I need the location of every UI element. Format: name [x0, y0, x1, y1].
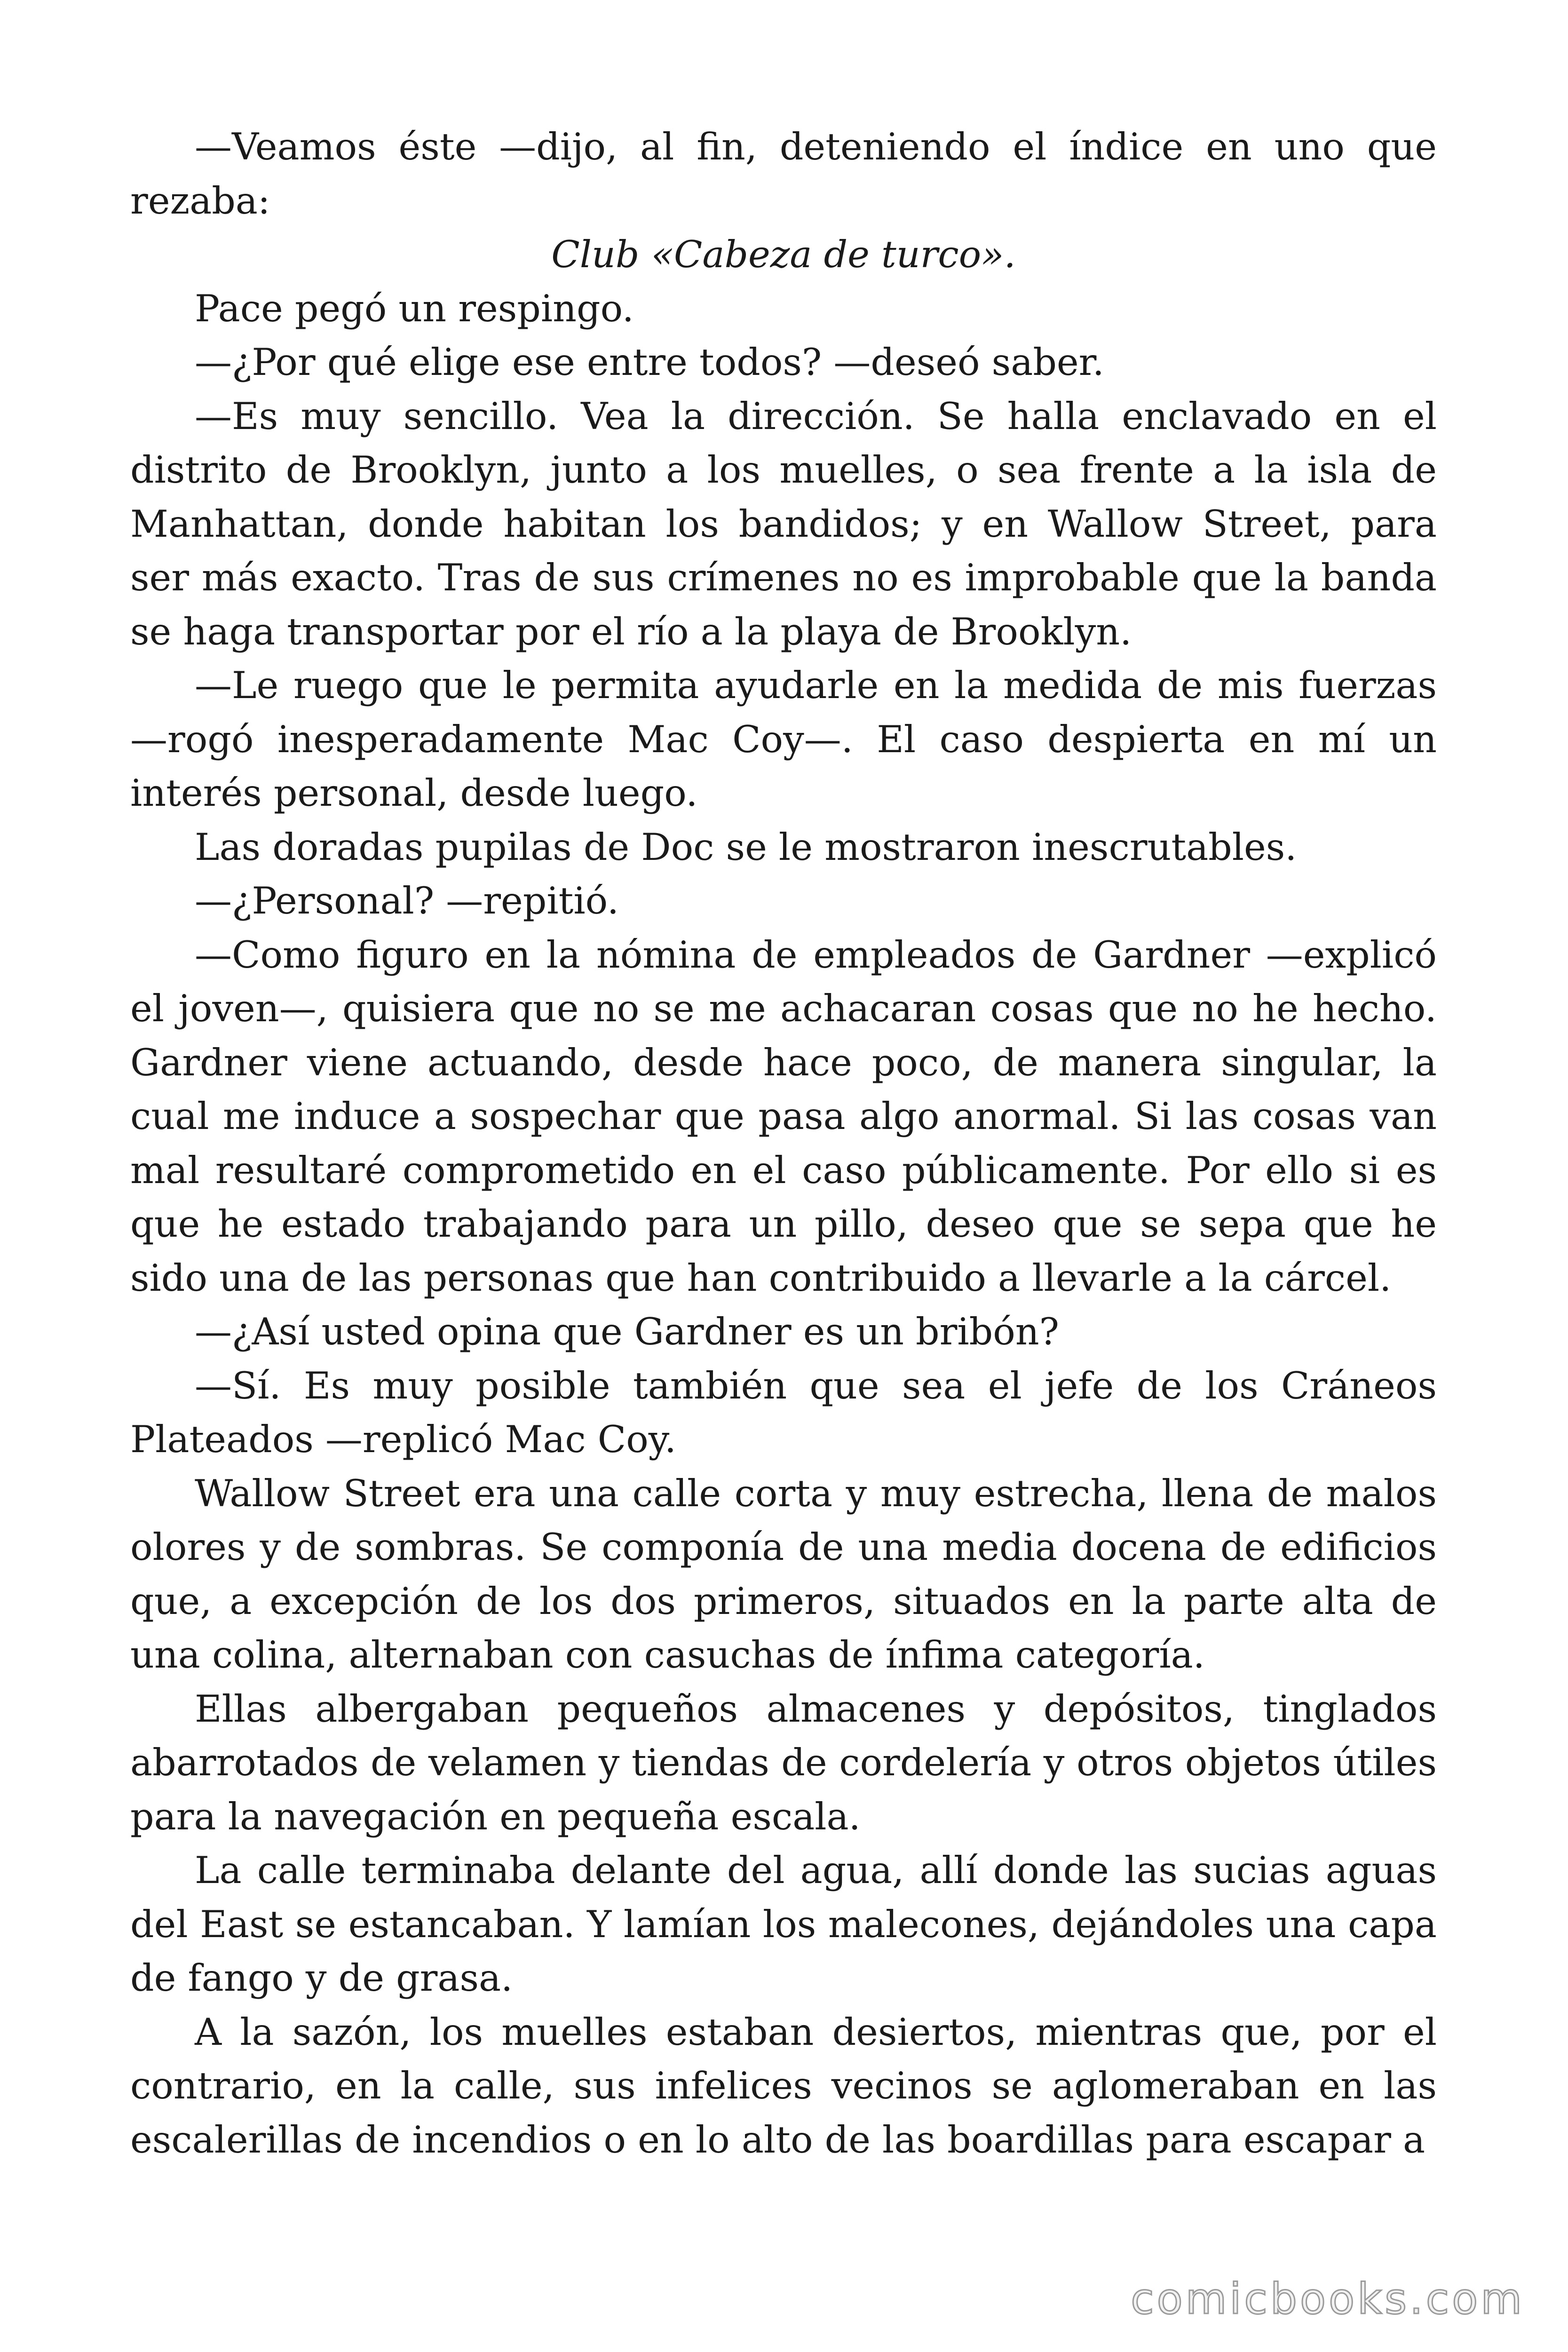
- paragraph-3: Pace pegó un respingo.: [195, 286, 634, 330]
- paragraph-1: —Veamos éste —dijo, al fin, deteniendo el índice en uno que rezaba:: [130, 125, 1437, 222]
- club-name-line: Club «Cabeza de turco».: [551, 233, 1016, 276]
- paragraph-12: Wallow Street era una calle corta y muy estrecha, llena de malos olores y de sombras. Se componía de una media docena de edificios que, a excepción de los dos primeros, situados en la parte alta de una colina, alternaban con casuchas de ínfima categoría.: [130, 1471, 1437, 1677]
- paragraph-11: —Sí. Es muy posible también que sea el jefe de los Cráneos Plateados —replicó Mac Coy.: [130, 1364, 1437, 1461]
- watermark-logo: comicbooks.com: [1131, 2274, 1525, 2324]
- paragraph-4: —¿Por qué elige ese entre todos? —deseó saber.: [195, 341, 1104, 384]
- paragraph-14: La calle terminaba delante del agua, allí donde las sucias aguas del East se estancaban. Y lamían los malecones, dejándoles una capa de fango y de grasa.: [130, 1849, 1437, 2000]
- page-body: [130, 120, 1437, 2167]
- paragraph-8: —¿Personal? —repitió.: [195, 879, 619, 922]
- paragraph-15: A la sazón, los muelles estaban desiertos, mientras que, por el contrario, en la calle, sus infelices vecinos se aglomeraban en las escalerillas de incendios o en lo alto de las boardillas para escapar a: [130, 2010, 1437, 2161]
- paragraph-5: —Es muy sencillo. Vea la dirección. Se halla enclavado en el distrito de Brooklyn, junto a los muelles, o sea frente a la isla de Manhattan, donde habitan los bandidos; y en Wallow Street, para ser más exacto. Tras de sus crímenes no es improbable que la banda se haga transportar por el río a la playa de Brooklyn.: [130, 394, 1437, 653]
- paragraph-7: Las doradas pupilas de Doc se le mostraron inescrutables.: [195, 825, 1297, 869]
- paragraph-13: Ellas albergaban pequeños almacenes y depósitos, tinglados abarrotados de velamen y tiendas de cordelería y otros objetos útiles para la navegación en pequeña escala.: [130, 1687, 1437, 1838]
- paragraph-9: —Como figuro en la nómina de empleados de Gardner —explicó el joven—, quisiera que no se me achacaran cosas que no he hecho. Gardner viene actuando, desde hace poco, de manera singular, la cual me induce a sospechar que pasa algo anormal. Si las cosas van mal resultaré comprometido en el caso públicamente. Por ello si es que he estado trabajando para un pillo, deseo que se sepa que he sido una de las personas que han contribuido a llevarle a la cárcel.: [130, 933, 1437, 1300]
- paragraph-6: —Le ruego que le permita ayudarle en la medida de mis fuerzas —rogó inesperadamente Mac Coy—. El caso despierta en mí un interés personal, desde luego.: [130, 664, 1437, 815]
- paragraph-10: —¿Así usted opina que Gardner es un bribón?: [195, 1310, 1060, 1353]
